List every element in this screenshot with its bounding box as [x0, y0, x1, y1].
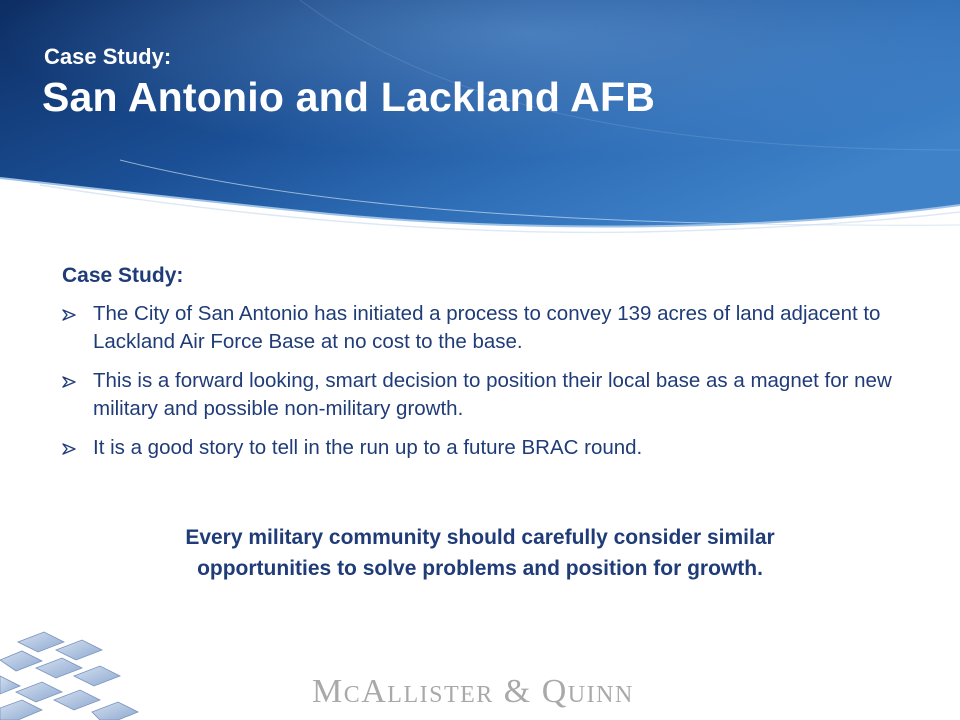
bullet-list: [62, 300, 912, 462]
section-heading: Case Study:: [62, 264, 184, 287]
closing-line-2: opportunities to solve problems and position for growth.: [197, 557, 763, 580]
content-area: [62, 264, 912, 473]
title-block: [42, 44, 655, 121]
bullet-item: [62, 367, 912, 423]
closing-line-1: Every military community should carefully consider similar: [185, 526, 775, 549]
arrow-bullet-icon: [62, 309, 76, 321]
arrow-bullet-icon: [62, 443, 76, 455]
slide-title: San Antonio and Lackland AFB: [42, 74, 656, 120]
arrow-bullet-icon: [62, 376, 76, 388]
stacked-diamond-tiles-icon: [0, 620, 160, 720]
company-name-part-2: Quinn: [541, 673, 634, 710]
closing-statement: [60, 522, 900, 584]
bullet-item: [62, 300, 912, 356]
company-wordmark: [312, 673, 634, 711]
bullet-item: [62, 434, 912, 462]
title-kicker: Case Study:: [44, 44, 172, 69]
header-background: [0, 0, 960, 260]
bullet-text: This is a forward looking, smart decision to position their local base as a magnet for new military and possible non-military growth.: [93, 369, 892, 420]
bullet-text: The City of San Antonio has initiated a process to convey 139 acres of land adjacent to Lackland Air Force Base at no cost to the base.: [93, 302, 881, 353]
company-ampersand: &: [503, 673, 532, 710]
company-name-part-1: McAllister: [312, 673, 494, 710]
bullet-text: It is a good story to tell in the run up to a future BRAC round.: [93, 436, 643, 459]
